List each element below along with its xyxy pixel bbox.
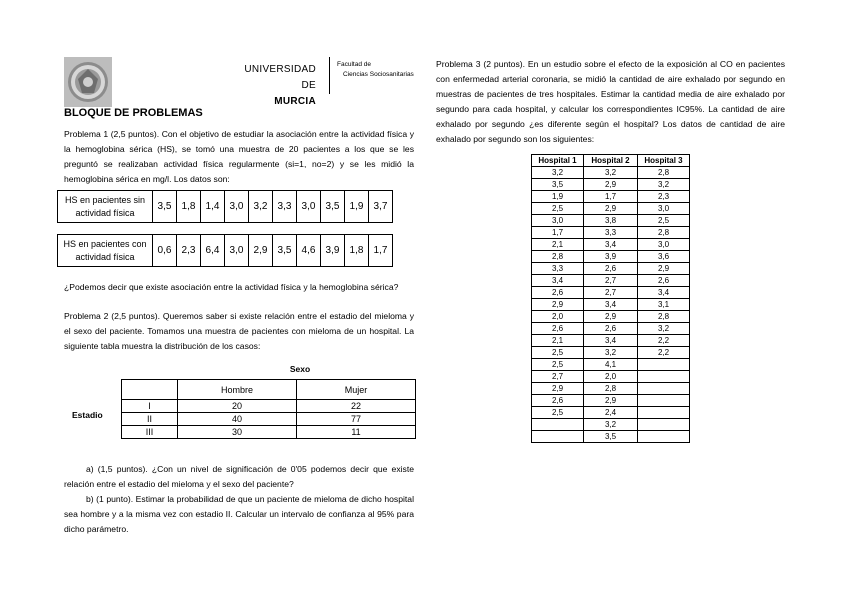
table-row <box>532 359 690 371</box>
h2-cell: 4,1 <box>584 359 638 371</box>
h1-cell: 3,4 <box>532 275 584 287</box>
hs-cell: 3,5 <box>153 191 177 223</box>
estadio-label: Estadio <box>72 410 103 420</box>
hs-cell: 3,0 <box>225 235 249 267</box>
h3-cell: 2,8 <box>638 311 690 323</box>
stage-cell: III <box>122 426 178 439</box>
h3-cell: 2,2 <box>638 335 690 347</box>
h1-cell: 2,1 <box>532 335 584 347</box>
problem1-question: ¿Podemos decir que existe asociación entre la actividad física y la hemoglobina sérica? <box>64 282 399 292</box>
table-row <box>532 251 690 263</box>
problem1-text: Problema 1 (2,5 puntos). Con el objetivo de estudiar la asociación entre la actividad física y la hemoglobina sérica (HS), se tomó una muestra de 20 pacientes a los que se les preguntó se realizaban actividad física regularmente (si=1, no=2) y se les midió la hemoglobina sérica en mg/l. Los datos son: <box>64 129 414 184</box>
h3-cell: 3,0 <box>638 203 690 215</box>
h1-cell: 2,8 <box>532 251 584 263</box>
table-header-row <box>122 380 416 400</box>
h3-cell: 3,6 <box>638 251 690 263</box>
problem2-part-b: b) (1 punto). Estimar la probabilidad de que un paciente de mieloma de dicho hospital sea hombre y a la misma vez con estadio II. Calcular un intervalo de confianza al 95% para dicho parámetro. <box>64 494 414 534</box>
sexo-label: Sexo <box>289 364 311 374</box>
h3-cell: 2,6 <box>638 275 690 287</box>
h3-cell: 2,9 <box>638 263 690 275</box>
problem3-text: Problema 3 (2 puntos). En un estudio sobre el efecto de la exposición al CO en pacientes con enfermedad arterial coronaria, se midió la cantidad de aire exhalado por segundo en muestras de pacientes de tres hospitales. Estimar la cantidad media de aire exhalado por segundo para cada hospital, y calcular los correspondientes IC95%. La cantidad de aire exhalado por segundo ¿es diferente según el hospital? Los datos de cantidad de aire exhalado por segundo son los siguientes: <box>436 59 785 144</box>
h1-cell: 2,9 <box>532 383 584 395</box>
h2-cell: 2,9 <box>584 203 638 215</box>
problem2-part-a: a) (1,5 puntos). ¿Con un nivel de significación de 0'05 podemos decir que existe relación entre el estadio del mieloma y el sexo del paciente? <box>64 464 414 489</box>
h3-cell <box>638 419 690 431</box>
hospital-table <box>531 154 690 443</box>
table-row <box>532 407 690 419</box>
table-row <box>532 287 690 299</box>
hs-row-label: HS en pacientes sin actividad física <box>58 191 153 223</box>
h1-cell: 2,0 <box>532 311 584 323</box>
mujer-cell: 22 <box>297 400 416 413</box>
col-hospital-2: Hospital 2 <box>584 155 638 167</box>
stage-cell: II <box>122 413 178 426</box>
table-row <box>532 419 690 431</box>
h1-cell: 3,0 <box>532 215 584 227</box>
h3-cell: 2,8 <box>638 167 690 179</box>
table-row <box>532 311 690 323</box>
table-row <box>532 167 690 179</box>
h1-cell: 3,5 <box>532 179 584 191</box>
h2-cell: 3,4 <box>584 299 638 311</box>
table-row <box>122 426 416 439</box>
h1-cell: 1,9 <box>532 191 584 203</box>
h1-cell: 2,6 <box>532 395 584 407</box>
h3-cell: 3,4 <box>638 287 690 299</box>
col-hombre: Hombre <box>178 380 297 400</box>
h3-cell: 3,2 <box>638 179 690 191</box>
h2-cell: 3,2 <box>584 167 638 179</box>
hs-cell: 6,4 <box>201 235 225 267</box>
hs-cell: 3,2 <box>249 191 273 223</box>
table-row <box>532 347 690 359</box>
header-divider <box>329 57 330 94</box>
h1-cell: 3,2 <box>532 167 584 179</box>
h3-cell: 2,2 <box>638 347 690 359</box>
table-row <box>532 275 690 287</box>
h3-cell <box>638 371 690 383</box>
faculty-line-2: Ciencias Sociosanitarias <box>343 71 414 78</box>
h1-cell: 2,5 <box>532 347 584 359</box>
mieloma-table <box>121 379 416 439</box>
mujer-cell: 11 <box>297 426 416 439</box>
h2-cell: 2,6 <box>584 323 638 335</box>
problem2-text: Problema 2 (2,5 puntos). Queremos saber si existe relación entre el estadio del mieloma y el sexo del paciente. Tomamos una muestra de pacientes con mieloma de un hospital. La siguiente tabla muestra la distribución de los casos: <box>64 311 414 351</box>
stage-cell: I <box>122 400 178 413</box>
h2-cell: 3,4 <box>584 335 638 347</box>
h3-cell: 3,0 <box>638 239 690 251</box>
hs-cell: 2,3 <box>177 235 201 267</box>
table-row <box>532 323 690 335</box>
hombre-cell: 30 <box>178 426 297 439</box>
hs-cell: 1,9 <box>345 191 369 223</box>
hs-row-label: HS en pacientes con actividad física <box>58 235 153 267</box>
h3-cell <box>638 407 690 419</box>
hs-cell: 1,8 <box>345 235 369 267</box>
table-row <box>532 191 690 203</box>
h1-cell: 2,5 <box>532 203 584 215</box>
table-row <box>532 431 690 443</box>
table-row <box>532 383 690 395</box>
table-row <box>122 400 416 413</box>
mujer-cell: 77 <box>297 413 416 426</box>
table-row <box>532 371 690 383</box>
hs-table-no-activity <box>57 190 393 223</box>
h1-cell <box>532 419 584 431</box>
h3-cell: 3,1 <box>638 299 690 311</box>
h1-cell: 2,7 <box>532 371 584 383</box>
h2-cell: 2,9 <box>584 395 638 407</box>
h2-cell: 3,2 <box>584 347 638 359</box>
university-name <box>230 62 316 110</box>
table-row <box>532 215 690 227</box>
h2-cell: 3,4 <box>584 239 638 251</box>
h1-cell <box>532 431 584 443</box>
h2-cell: 3,9 <box>584 251 638 263</box>
h2-cell: 2,7 <box>584 275 638 287</box>
h2-cell: 3,5 <box>584 431 638 443</box>
h2-cell: 2,9 <box>584 179 638 191</box>
hs-cell: 4,6 <box>297 235 321 267</box>
table-row <box>532 299 690 311</box>
h2-cell: 2,0 <box>584 371 638 383</box>
h2-cell: 1,7 <box>584 191 638 203</box>
table-row <box>532 263 690 275</box>
h2-cell: 2,9 <box>584 311 638 323</box>
hs-cell: 3,0 <box>297 191 321 223</box>
h2-cell: 2,7 <box>584 287 638 299</box>
table-row <box>532 179 690 191</box>
hs-cell: 1,8 <box>177 191 201 223</box>
university-seal-logo <box>64 57 112 107</box>
h3-cell: 3,2 <box>638 323 690 335</box>
h1-cell: 2,5 <box>532 407 584 419</box>
hs-cell: 3,5 <box>321 191 345 223</box>
hombre-cell: 20 <box>178 400 297 413</box>
hs-cell: 3,5 <box>273 235 297 267</box>
table-row <box>532 335 690 347</box>
h2-cell: 3,3 <box>584 227 638 239</box>
h1-cell: 2,1 <box>532 239 584 251</box>
h1-cell: 3,3 <box>532 263 584 275</box>
table-row <box>532 227 690 239</box>
hs-cell: 1,4 <box>201 191 225 223</box>
h1-cell: 2,6 <box>532 287 584 299</box>
h1-cell: 2,5 <box>532 359 584 371</box>
hs-cell: 3,3 <box>273 191 297 223</box>
h3-cell <box>638 359 690 371</box>
col-hospital-1: Hospital 1 <box>532 155 584 167</box>
table-row <box>532 395 690 407</box>
h3-cell <box>638 395 690 407</box>
h2-cell: 3,2 <box>584 419 638 431</box>
hs-cell: 3,0 <box>225 191 249 223</box>
hs-cell: 2,9 <box>249 235 273 267</box>
h2-cell: 3,8 <box>584 215 638 227</box>
h2-cell: 2,8 <box>584 383 638 395</box>
faculty-line-1: Facultad de <box>337 61 371 68</box>
h1-cell: 2,9 <box>532 299 584 311</box>
hs-table-with-activity <box>57 234 393 267</box>
table-row <box>532 239 690 251</box>
table-corner-cell <box>122 380 178 400</box>
block-title: BLOQUE DE PROBLEMAS <box>64 107 203 119</box>
h3-cell <box>638 431 690 443</box>
h3-cell <box>638 383 690 395</box>
h2-cell: 2,4 <box>584 407 638 419</box>
university-line-2: MURCIA <box>274 96 316 107</box>
hs-cell: 0,6 <box>153 235 177 267</box>
h3-cell: 2,3 <box>638 191 690 203</box>
hs-cell: 1,7 <box>369 235 393 267</box>
h1-cell: 1,7 <box>532 227 584 239</box>
table-row <box>532 203 690 215</box>
col-hospital-3: Hospital 3 <box>638 155 690 167</box>
faculty-name <box>337 60 414 80</box>
hs-cell: 3,7 <box>369 191 393 223</box>
university-line-1: UNIVERSIDAD DE <box>244 64 316 91</box>
h3-cell: 2,8 <box>638 227 690 239</box>
hombre-cell: 40 <box>178 413 297 426</box>
table-row <box>122 413 416 426</box>
h1-cell: 2,6 <box>532 323 584 335</box>
table-header-row <box>532 155 690 167</box>
col-mujer: Mujer <box>297 380 416 400</box>
hs-cell: 3,9 <box>321 235 345 267</box>
h3-cell: 2,5 <box>638 215 690 227</box>
h2-cell: 2,6 <box>584 263 638 275</box>
